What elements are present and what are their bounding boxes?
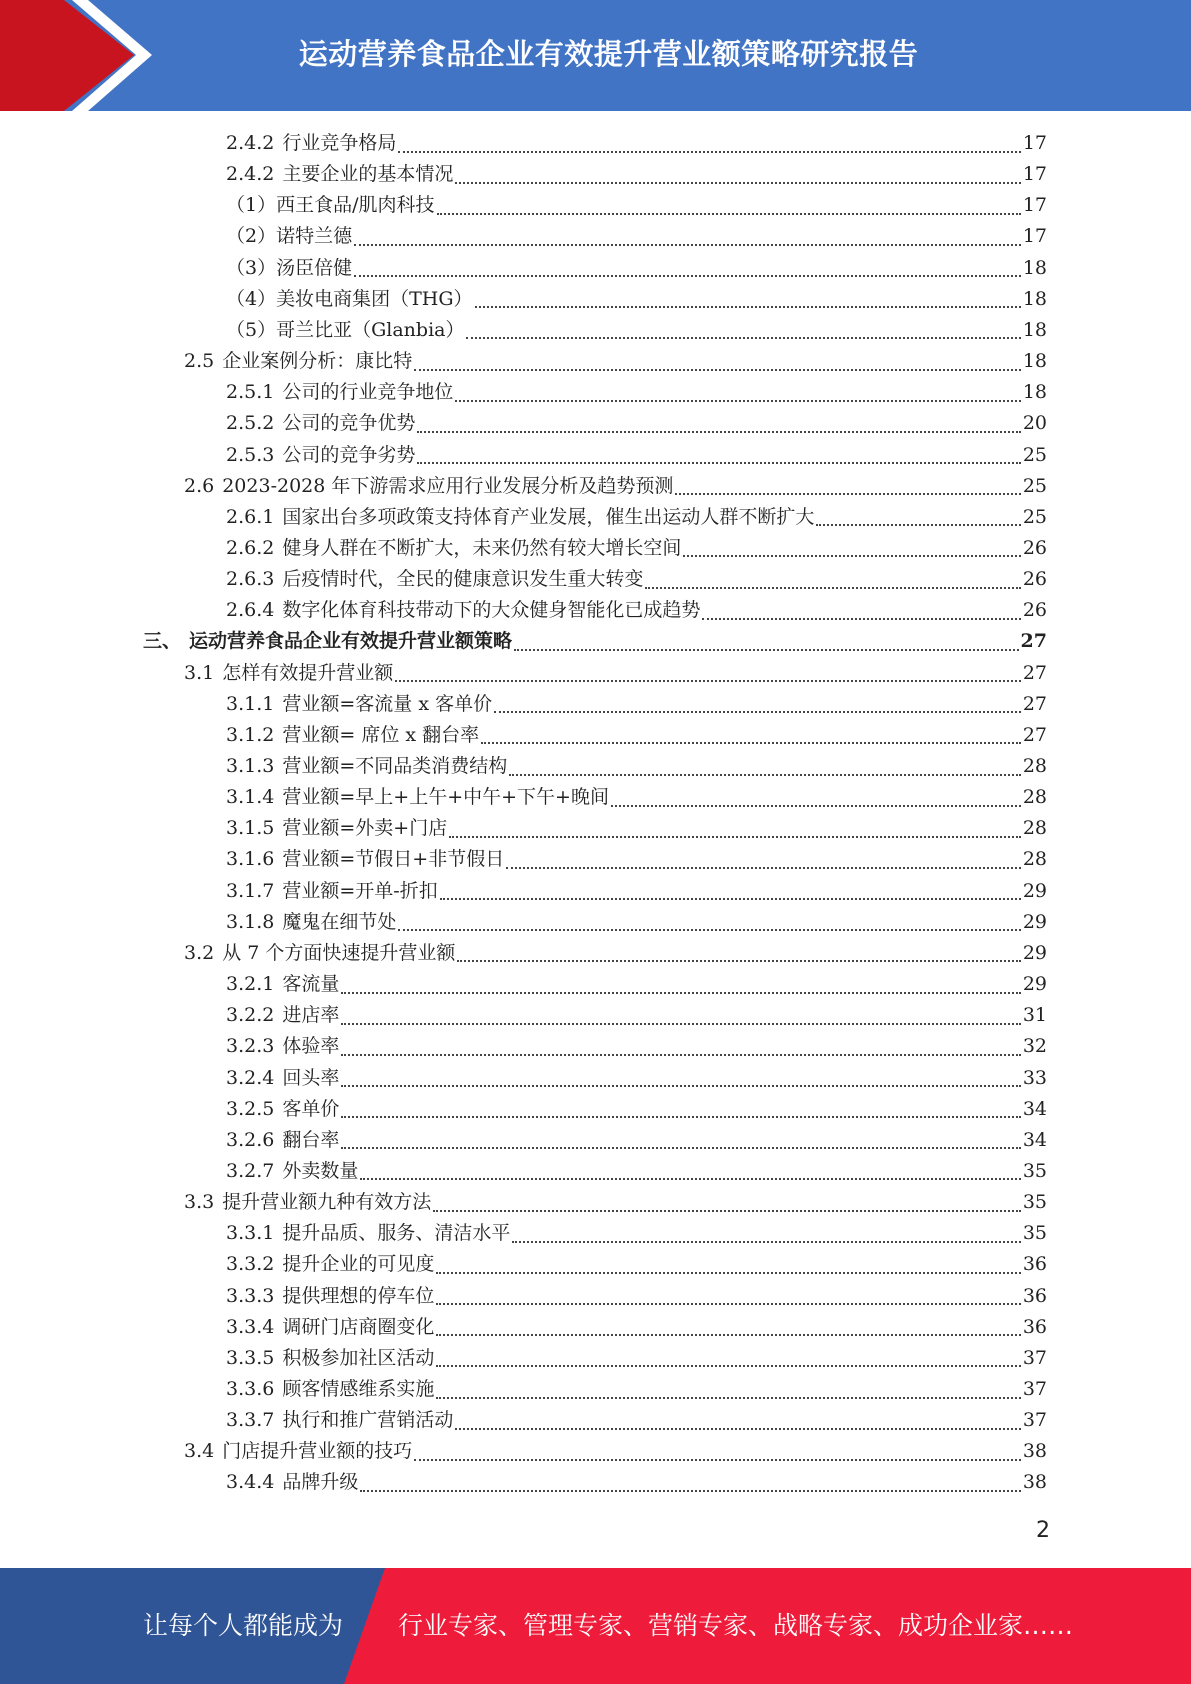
toc-entry-number: 3.1.2	[226, 723, 275, 746]
toc-entry-number: 2.4.2	[226, 132, 275, 154]
toc-entry[interactable]	[184, 1436, 1047, 1467]
toc-entry-number: 2.5	[184, 350, 215, 373]
toc-entry-number: 3.1.5	[226, 817, 275, 840]
toc-entry-page: 31	[1022, 1004, 1047, 1027]
toc-entry-title: 客流量	[282, 973, 340, 996]
toc-dot-leader	[360, 1490, 1020, 1492]
document-title: 运动营养食品企业有效提升营业额策略研究报告	[298, 37, 919, 71]
toc-dot-leader	[433, 1210, 1021, 1212]
toc-entry-title: 魔鬼在细节处	[282, 910, 397, 933]
toc-dot-leader	[436, 1397, 1020, 1399]
toc-dot-leader	[341, 1147, 1020, 1149]
toc-entry-title: 美妆电商集团（THG）	[276, 287, 473, 310]
toc-entry-title: 西王食品/肌肉科技	[276, 194, 435, 217]
toc-dot-leader	[481, 742, 1021, 744]
toc-entry-title: 营业额=客流量 x 客单价	[282, 692, 493, 715]
toc-entry-title: 门店提升营业额的技巧	[222, 1440, 413, 1463]
toc-entry-page: 17	[1022, 163, 1047, 186]
toc-entry-number: 3.1.4	[226, 786, 275, 809]
toc-entry-title: 企业案例分析：康比特	[222, 350, 413, 373]
toc-entry-page: 25	[1022, 474, 1047, 497]
toc-entry-number: （1）	[226, 194, 277, 217]
toc-entry[interactable]	[184, 471, 1047, 502]
toc-entry-title: 积极参加社区活动	[282, 1346, 435, 1369]
toc-entry-page: 37	[1022, 1409, 1047, 1432]
toc-entry-page: 28	[1022, 848, 1047, 871]
page-header	[0, 0, 1191, 111]
footer-slogan-right: 行业专家、管理专家、营销专家、战略专家、成功企业家……	[398, 1611, 1074, 1640]
toc-entry-title: 汤臣倍健	[276, 256, 353, 279]
toc-entry-title: 提升企业的可见度	[282, 1253, 435, 1276]
toc-entry-number: 3.2.4	[226, 1066, 275, 1089]
footer-slogan-left: 让每个人都能成为	[143, 1611, 344, 1640]
toc-entry-title: 进店率	[282, 1004, 340, 1027]
toc-entry-page: 25	[1022, 505, 1047, 528]
toc-entry[interactable]	[226, 1405, 1047, 1436]
toc-entry-number: 3.3.3	[226, 1284, 275, 1307]
toc-dot-leader	[645, 587, 1020, 589]
toc-dot-leader	[398, 929, 1020, 931]
toc-dot-leader	[440, 898, 1021, 900]
toc-entry-title: 公司的竞争优势	[282, 412, 416, 435]
toc-entry-title: 营业额=节假日+非节假日	[282, 848, 505, 871]
toc-dot-leader	[449, 836, 1021, 838]
toc-entry-number: （3）	[226, 256, 277, 279]
toc-dot-leader	[437, 213, 1021, 215]
toc-entry-page: 33	[1022, 1066, 1047, 1089]
toc-entry-page: 37	[1022, 1378, 1047, 1400]
toc-dot-leader	[341, 1054, 1020, 1056]
toc-entry[interactable]	[226, 813, 1047, 844]
toc-entry-page: 17	[1022, 225, 1047, 248]
toc-dot-leader	[506, 867, 1021, 869]
toc-entry-page: 27	[1022, 723, 1047, 746]
toc-entry-page: 29	[1022, 941, 1047, 964]
toc-entry-page: 17	[1022, 194, 1047, 217]
toc-entry-number: 3.2.1	[226, 973, 275, 996]
toc-entry-number: 3.3.2	[226, 1253, 275, 1276]
toc-dot-leader	[611, 805, 1021, 807]
toc-entry-title: 提升营业额九种有效方法	[222, 1191, 432, 1214]
toc-entry[interactable]	[226, 1467, 1047, 1498]
toc-entry-title: 营业额=外卖+门店	[282, 817, 448, 840]
toc-entry[interactable]	[226, 284, 1047, 315]
toc-entry[interactable]	[226, 1218, 1047, 1249]
toc-entry[interactable]	[226, 907, 1047, 938]
toc-entry-number: 3.1.6	[226, 848, 275, 871]
toc-entry-number: 三、	[143, 630, 182, 653]
toc-entry-page: 29	[1022, 973, 1047, 996]
toc-entry-page: 38	[1022, 1471, 1047, 1494]
toc-entry[interactable]	[226, 1374, 1047, 1405]
toc-entry-number: 2.6.2	[226, 536, 275, 559]
toc-entry-title: 调研门店商圈变化	[282, 1315, 435, 1338]
toc-entry[interactable]	[226, 844, 1047, 875]
toc-entry-number: 2.6.3	[226, 568, 275, 591]
toc-entry[interactable]	[226, 1000, 1047, 1031]
toc-entry-number: 3.4.4	[226, 1471, 275, 1494]
toc-entry-page: 17	[1022, 132, 1047, 154]
toc-entry-title: 公司的行业竞争地位	[282, 381, 454, 404]
toc-entry-number: 3.3.7	[226, 1409, 275, 1432]
toc-dot-leader	[509, 774, 1021, 776]
toc-entry-number: 2.6.1	[226, 505, 275, 528]
toc-entry[interactable]	[226, 440, 1047, 471]
toc-entry-title: 怎样有效提升营业额	[222, 661, 394, 684]
toc-dot-leader	[457, 960, 1020, 962]
toc-entry-number: 3.1.8	[226, 910, 275, 933]
toc-entry-title: 提升品质、服务、清洁水平	[282, 1222, 511, 1245]
toc-dot-leader	[455, 182, 1020, 184]
toc-entry[interactable]	[226, 1031, 1047, 1062]
toc-entry-number: 2.5.3	[226, 443, 275, 466]
toc-entry-title: 顾客情感维系实施	[282, 1378, 435, 1400]
toc-entry[interactable]	[184, 1187, 1047, 1218]
toc-entry-title: 主要企业的基本情况	[282, 163, 454, 186]
toc-entry[interactable]	[226, 221, 1047, 252]
toc-entry-number: 3.3.4	[226, 1315, 275, 1338]
toc-dot-leader	[354, 275, 1021, 277]
toc-entry-number: （5）	[226, 318, 277, 341]
toc-entry-page: 29	[1022, 879, 1047, 902]
toc-entry-page: 32	[1022, 1035, 1047, 1058]
toc-dot-leader	[341, 1116, 1020, 1118]
toc-entry-page: 29	[1022, 910, 1047, 933]
toc-entry-number: 3.1.3	[226, 755, 275, 777]
toc-entry-title: 2023-2028 年下游需求应用行业发展分析及趋势预测	[222, 474, 674, 497]
toc-entry-page: 20	[1022, 412, 1047, 435]
toc-entry[interactable]	[226, 751, 1047, 782]
toc-entry-page: 18	[1022, 318, 1047, 341]
toc-entry[interactable]	[226, 876, 1047, 907]
toc-entry[interactable]	[226, 1125, 1047, 1156]
toc-entry-number: 3.3.5	[226, 1346, 275, 1369]
toc-dot-leader	[466, 337, 1020, 339]
toc-entry[interactable]	[226, 159, 1047, 190]
toc-dot-leader	[414, 369, 1021, 371]
toc-entry-page: 35	[1022, 1222, 1047, 1245]
toc-entry[interactable]	[226, 502, 1047, 533]
toc-entry[interactable]	[184, 346, 1047, 377]
toc-entry-number: 3.2.5	[226, 1097, 275, 1120]
toc-entry-title: 诺特兰德	[276, 225, 353, 248]
toc-dot-leader	[455, 1428, 1020, 1430]
toc-entry-title: 健身人群在不断扩大，未来仍然有较大增长空间	[282, 536, 682, 559]
toc-dot-leader	[341, 1023, 1020, 1025]
toc-entry-page: 34	[1022, 1097, 1047, 1120]
toc-entry-page: 27	[1022, 692, 1047, 715]
toc-entry-number: 3.2.2	[226, 1004, 275, 1027]
toc-entry-page: 36	[1022, 1315, 1047, 1338]
toc-entry[interactable]	[226, 720, 1047, 751]
toc-entry-number: 3.4	[184, 1440, 215, 1463]
toc-entry-number: 2.5.1	[226, 381, 275, 404]
toc-entry-title: 从 7 个方面快速提升营业额	[222, 941, 456, 964]
toc-entry-number: 3.2.6	[226, 1128, 275, 1151]
toc-entry-title: 品牌升级	[282, 1471, 359, 1494]
toc-entry[interactable]	[226, 533, 1047, 564]
toc-entry-number: 2.6	[184, 474, 215, 497]
toc-entry-title: 数字化体育科技带动下的大众健身智能化已成趋势	[282, 599, 701, 622]
toc-dot-leader	[514, 649, 1019, 651]
toc-entry[interactable]	[226, 1249, 1047, 1280]
toc-dot-leader	[436, 1272, 1020, 1274]
toc-entry-page: 18	[1022, 256, 1047, 279]
toc-dot-leader	[675, 493, 1020, 495]
toc-entry-title: 体验率	[282, 1035, 340, 1058]
toc-entry[interactable]	[226, 689, 1047, 720]
toc-entry[interactable]	[184, 938, 1047, 969]
toc-dot-leader	[414, 1459, 1021, 1461]
toc-entry-title: 行业竞争格局	[282, 132, 397, 154]
toc-entry-number: 3.2	[184, 941, 215, 964]
toc-entry-page: 18	[1022, 287, 1047, 310]
toc-entry[interactable]	[226, 595, 1047, 626]
toc-dot-leader	[417, 462, 1020, 464]
toc-entry-page: 18	[1022, 381, 1047, 404]
toc-entry[interactable]	[226, 408, 1047, 439]
toc-entry-number: 3.2.7	[226, 1159, 275, 1182]
toc-entry-page: 18	[1022, 350, 1047, 373]
toc-entry-number: 3.2.3	[226, 1035, 275, 1058]
toc-entry[interactable]	[226, 564, 1047, 595]
toc-entry-page: 37	[1022, 1346, 1047, 1369]
toc-entry-title: 营业额=开单-折扣	[282, 879, 438, 902]
toc-dot-leader	[354, 244, 1021, 246]
toc-entry-page: 26	[1022, 568, 1047, 591]
toc-entry-number: （4）	[226, 287, 277, 310]
toc-dot-leader	[494, 711, 1021, 713]
toc-entry-number: 2.6.4	[226, 599, 275, 622]
toc-dot-leader	[395, 680, 1021, 682]
toc-entry[interactable]	[226, 1094, 1047, 1125]
toc-entry[interactable]	[226, 377, 1047, 408]
toc-entry[interactable]	[226, 128, 1047, 159]
toc-entry-page: 28	[1022, 786, 1047, 809]
toc-dot-leader	[436, 1365, 1020, 1367]
toc-dot-leader	[436, 1303, 1020, 1305]
toc-dot-leader	[398, 151, 1020, 153]
toc-entry-title: 翻台率	[282, 1128, 340, 1151]
toc-dot-leader	[436, 1334, 1020, 1336]
page-number: 2	[1036, 1518, 1050, 1543]
toc-entry-title: 运动营养食品企业有效提升营业额策略	[189, 630, 513, 653]
toc-entry-number: 3.1.7	[226, 879, 275, 902]
toc-entry-title: 哥兰比亚（Glanbia）	[276, 318, 465, 341]
toc-entry-page: 36	[1022, 1284, 1047, 1307]
toc-entry[interactable]	[184, 658, 1047, 689]
toc-dot-leader	[341, 1085, 1020, 1087]
toc-entry-page: 28	[1022, 755, 1047, 777]
toc-dot-leader	[455, 400, 1020, 402]
toc-entry-page: 27	[1022, 661, 1047, 684]
toc-entry-page: 26	[1022, 536, 1047, 559]
toc-entry-number: 3.3.1	[226, 1222, 275, 1245]
toc-dot-leader	[475, 306, 1021, 308]
toc-entry[interactable]	[226, 1156, 1047, 1187]
toc-entry[interactable]	[226, 782, 1047, 813]
toc-entry-page: 35	[1022, 1191, 1047, 1214]
toc-entry-page: 25	[1022, 443, 1047, 466]
toc-entry-page: 36	[1022, 1253, 1047, 1276]
toc-entry[interactable]	[226, 253, 1047, 284]
toc-entry[interactable]	[226, 1312, 1047, 1343]
toc-dot-leader	[816, 524, 1020, 526]
toc-entry[interactable]	[226, 190, 1047, 221]
toc-entry-title: 营业额= 席位 x 翻台率	[282, 723, 480, 746]
toc-entry-number: 2.4.2	[226, 163, 275, 186]
toc-entry-page: 34	[1022, 1128, 1047, 1151]
toc-entry-number: 2.5.2	[226, 412, 275, 435]
toc-entry[interactable]	[226, 315, 1047, 346]
toc-dot-leader	[341, 992, 1020, 994]
toc-dot-leader	[417, 431, 1020, 433]
toc-dot-leader	[512, 1241, 1020, 1243]
toc-entry-number: 3.3.6	[226, 1378, 275, 1400]
toc-entry[interactable]	[226, 969, 1047, 1000]
toc-entry-page: 26	[1022, 599, 1047, 622]
toc-entry-title: 公司的竞争劣势	[282, 443, 416, 466]
toc-entry-title: 外卖数量	[282, 1159, 359, 1182]
toc-entry-page: 27	[1020, 630, 1047, 653]
toc-entry-title: 后疫情时代，全民的健康意识发生重大转变	[282, 568, 644, 591]
toc-dot-leader	[360, 1178, 1020, 1180]
toc-entry-number: 3.1	[184, 661, 215, 684]
toc-entry-title: 营业额=不同品类消费结构	[282, 755, 508, 777]
toc-entry-title: 回头率	[282, 1066, 340, 1089]
toc-entry-number: 3.3	[184, 1191, 215, 1214]
toc-entry-page: 38	[1022, 1440, 1047, 1463]
toc-entry[interactable]	[143, 626, 1047, 657]
page-footer	[0, 1568, 1191, 1684]
toc-entry-number: （2）	[226, 225, 277, 248]
toc-entry-title: 提供理想的停车位	[282, 1284, 435, 1307]
toc-dot-leader	[683, 555, 1020, 557]
toc-entry[interactable]	[226, 1281, 1047, 1312]
toc-entry-title: 客单价	[282, 1097, 340, 1120]
toc-entry-title: 国家出台多项政策支持体育产业发展，催生出运动人群不断扩大	[282, 505, 815, 528]
toc-entry-page: 28	[1022, 817, 1047, 840]
toc-entry[interactable]	[226, 1063, 1047, 1094]
toc-dot-leader	[702, 618, 1020, 620]
toc-entry-title: 营业额=早上+上午+中午+下午+晚间	[282, 786, 609, 809]
toc-entry-page: 35	[1022, 1159, 1047, 1182]
toc-entry[interactable]	[226, 1343, 1047, 1374]
toc-entry-title: 执行和推广营销活动	[282, 1409, 454, 1432]
toc-entry-number: 3.1.1	[226, 692, 275, 715]
